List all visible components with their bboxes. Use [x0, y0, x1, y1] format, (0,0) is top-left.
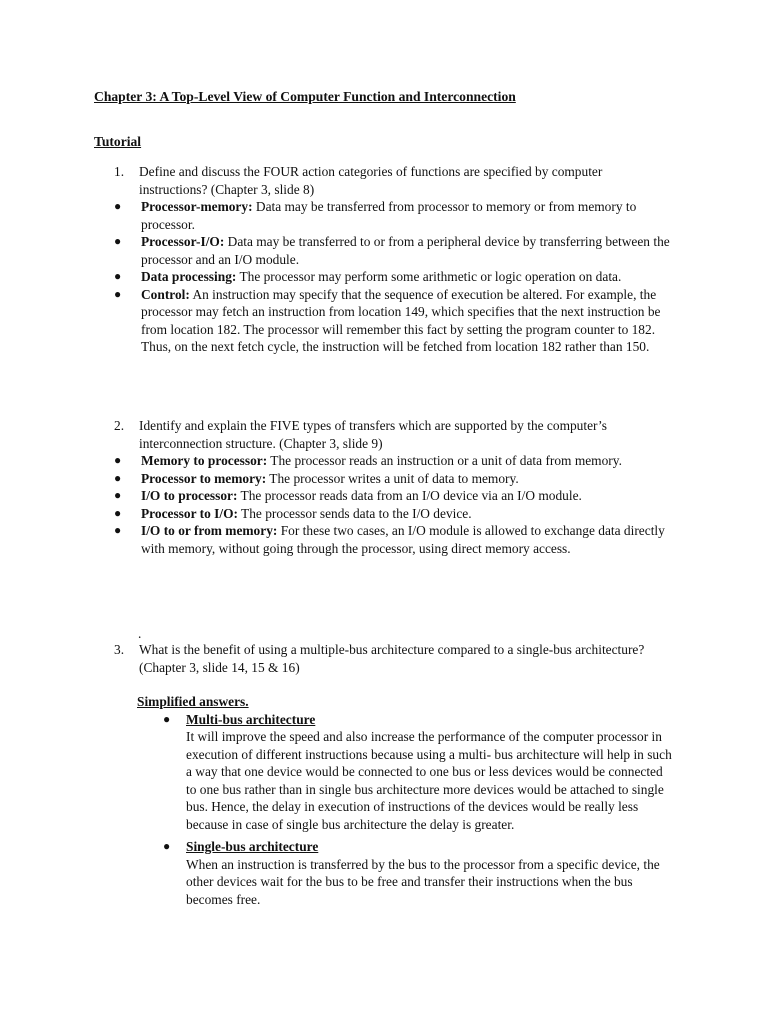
description: An instruction may specify that the sequence of execution be altered. For example, the processor may fetch an instruction from location 149, which specifies that the next instruction be from location 182. The processor will remember this fact by setting the program counter to 182. Thus, on the next fetch cycle, the instruction will be fetched from location 182 rather than 150. — [141, 286, 661, 354]
question-number: 2. — [114, 418, 125, 433]
chapter-title: Chapter 3: A Top-Level View of Computer Function and Interconnection — [94, 89, 516, 104]
list-item — [114, 452, 674, 470]
answer-heading: Single-bus architecture — [186, 839, 319, 854]
question-3 — [114, 641, 674, 908]
stray-period: . — [138, 626, 142, 641]
bullet-list — [114, 452, 674, 557]
bullet-icon: ● — [163, 711, 171, 726]
answer-body: It will improve the speed and also increase the performance of the computer processor in execution of different instructions because using a multi- bus architecture will help in such a way that one device would be connected to one bus or less devices would be connected to one bus rather than in single bus architecture more devices would be attached to single bus. Hence, the delay in execution of instructions of the devices would be really less because in case of single bus architecture the delay is greater. — [186, 729, 672, 832]
bullet-icon: ● — [114, 269, 122, 283]
description: Data may be transferred to or from a peripheral device by transferring between the processor and an I/O module. — [141, 234, 670, 267]
term: I/O to processor: — [141, 488, 238, 503]
list-item — [114, 522, 674, 557]
description: For these two cases, an I/O module is allowed to exchange data directly with memory, without going through the processor, using direct memory access. — [141, 523, 665, 556]
question-number: 3. — [114, 642, 125, 657]
question-number: 1. — [114, 164, 125, 179]
bullet-icon: ● — [114, 286, 122, 301]
term: Data processing: — [141, 269, 237, 284]
description: Data may be transferred from processor to memory or from memory to processor. — [141, 199, 637, 232]
description: The processor writes a unit of data to memory. — [266, 470, 519, 486]
term: Processor-I/O: — [141, 234, 225, 249]
answer-body: When an instruction is transferred by the bus to the processor from a specific device, the other devices wait for the bus to be free and transfer their instructions when the bus becomes free. — [186, 856, 660, 907]
bullet-icon: ● — [114, 453, 122, 467]
bullet-icon: ● — [114, 505, 122, 520]
list-item — [114, 198, 674, 233]
list-item — [114, 470, 674, 488]
term: I/O to or from memory: — [141, 523, 278, 538]
bullet-icon: ● — [114, 470, 122, 485]
term: Processor to memory: — [141, 470, 267, 486]
list-item — [114, 505, 674, 523]
term: Control: — [141, 286, 190, 302]
bullet-icon: ● — [114, 234, 122, 248]
bullet-list — [114, 198, 674, 356]
bullet-icon: ● — [114, 523, 122, 537]
answer-single-bus — [137, 838, 674, 908]
term: Memory to processor: — [141, 453, 268, 468]
description: The processor reads an instruction or a unit of data from memory. — [267, 453, 622, 468]
term: Processor to I/O: — [141, 505, 238, 521]
bullet-icon: ● — [114, 199, 122, 213]
list-item — [114, 487, 674, 505]
question-2 — [114, 417, 674, 557]
description: The processor reads data from an I/O device via an I/O module. — [237, 488, 582, 503]
question-1 — [114, 163, 674, 356]
term: Processor-memory: — [141, 199, 253, 214]
tutorial-heading: Tutorial — [94, 134, 142, 149]
question-text: Define and discuss the FOUR action categories of functions are specified by computer instructions? (Chapter 3, slide 8) — [139, 164, 603, 197]
simplified-answers-heading: Simplified answers. — [137, 694, 249, 709]
list-item — [114, 286, 674, 356]
description: The processor may perform some arithmetic or logic operation on data. — [236, 269, 622, 284]
list-item — [114, 268, 674, 286]
answer-heading: Multi-bus architecture — [186, 711, 316, 727]
question-text: What is the benefit of using a multiple-bus architecture compared to a single-bus architecture? (Chapter 3, slide 14, 15 & 16) — [139, 642, 645, 675]
bullet-icon: ● — [114, 488, 122, 502]
description: The processor sends data to the I/O device. — [237, 505, 472, 521]
bullet-icon: ● — [163, 839, 171, 853]
list-item — [114, 233, 674, 268]
question-text: Identify and explain the FIVE types of transfers which are supported by the computer’s interconnection structure. (Chapter 3, slide 9) — [139, 418, 607, 451]
answer-multi-bus — [137, 711, 674, 834]
